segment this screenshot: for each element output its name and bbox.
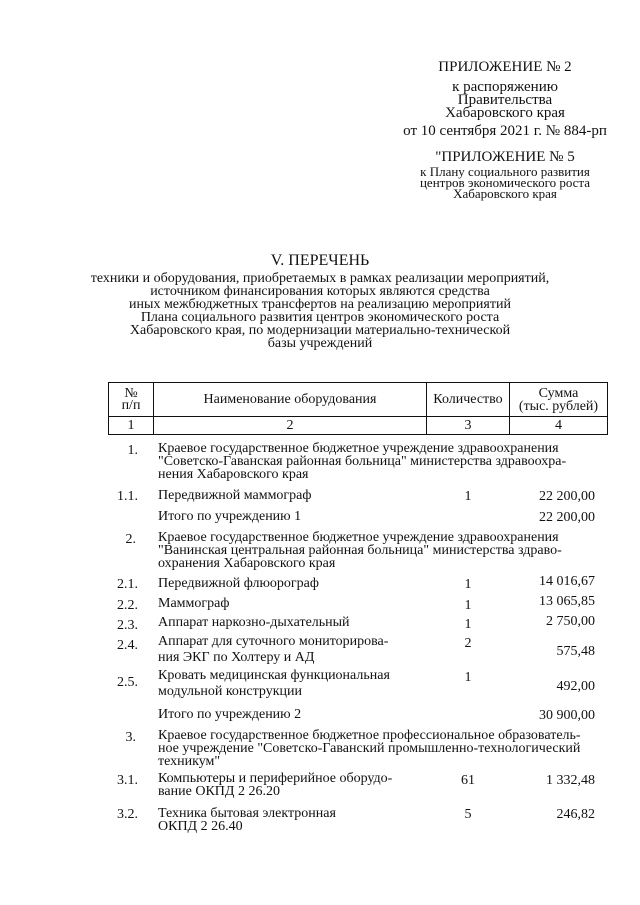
item-qty: 61 xyxy=(461,773,475,788)
section-line-5: Хабаровского края, по модернизации материально-технической xyxy=(129,323,511,338)
item-name: модульной конструкции xyxy=(158,684,302,699)
org-name-line: Краевое государственное бюджетное учреждение здравоохранения xyxy=(158,441,559,456)
item-sum: 14 016,67 xyxy=(539,574,595,589)
section-title: V. ПЕРЕЧЕНЬ xyxy=(270,252,370,269)
col-num-l1: № xyxy=(124,385,138,401)
item-name: ния ЭКГ по Холтеру и АД xyxy=(158,650,315,665)
item-sum: 492,00 xyxy=(556,679,595,694)
org-name-line: ное учреждение "Советско-Гаванский промышленно-технологический xyxy=(158,741,581,756)
col-index-2: 2 xyxy=(154,417,427,435)
org-name-line: Краевое государственное бюджетное учреждение здравоохранения xyxy=(158,530,559,545)
item-name: Кровать медицинская функциональная xyxy=(158,668,390,683)
total-label: Итого по учреждению 2 xyxy=(158,707,302,722)
total-sum: 30 900,00 xyxy=(539,708,595,723)
item-sum: 1 332,48 xyxy=(546,773,595,788)
col-index-1: 1 xyxy=(109,417,154,435)
item-qty: 5 xyxy=(464,807,472,822)
col-index-3: 3 xyxy=(427,417,510,435)
org-name-line: охранения Хабаровского края xyxy=(158,556,336,571)
col-index-4: 4 xyxy=(510,417,608,435)
order-ref: к распоряжению xyxy=(452,79,558,95)
section-line-4: Плана социального развития центров экономического роста xyxy=(140,310,500,325)
row-number: 1.1. xyxy=(117,489,138,504)
org-name-line: нения Хабаровского края xyxy=(158,467,309,482)
item-sum: 246,82 xyxy=(556,807,595,822)
item-name: Передвижной маммограф xyxy=(158,488,312,503)
plan-line-1: к Плану социального развития xyxy=(420,164,590,179)
appendix5-title: "ПРИЛОЖЕНИЕ № 5 xyxy=(435,149,575,165)
section-line-2: источником финансирования которых являются средства xyxy=(150,284,490,299)
item-qty: 1 xyxy=(464,577,472,592)
org-name-line: Краевое государственное бюджетное профессиональное образователь- xyxy=(158,728,581,743)
section-line-1: техники и оборудования, приобретаемых в рамках реализации мероприятий, xyxy=(90,271,550,286)
item-qty: 1 xyxy=(464,598,472,613)
col-name-header: Наименование оборудования xyxy=(154,383,427,417)
item-name: Техника бытовая электронная xyxy=(158,806,336,821)
col-num-l2: п/п xyxy=(121,397,141,413)
item-sum: 22 200,00 xyxy=(539,489,595,504)
col-sum-l1: Сумма xyxy=(538,385,579,401)
col-sum-header xyxy=(510,383,608,417)
item-qty: 1 xyxy=(464,489,472,504)
equipment-table-header xyxy=(108,382,608,435)
row-number: 2.3. xyxy=(117,618,138,633)
item-name: Передвижной флюорограф xyxy=(158,576,319,591)
item-qty: 1 xyxy=(464,617,472,632)
item-qty: 1 xyxy=(464,670,472,685)
total-sum: 22 200,00 xyxy=(539,510,595,525)
appendix-title: ПРИЛОЖЕНИЕ № 2 xyxy=(438,59,572,75)
region-ref: Хабаровского края xyxy=(445,105,565,121)
government-ref: Правительства xyxy=(457,92,553,108)
item-sum: 2 750,00 xyxy=(546,614,595,629)
row-number: 2.4. xyxy=(117,638,138,653)
col-sum-l2: (тыс. рублей) xyxy=(518,398,599,414)
row-number: 3. xyxy=(125,730,136,745)
order-date-number: от 10 сентября 2021 г. № 884-рп xyxy=(403,123,607,139)
section-line-3: иных межбюджетных трансфертов на реализацию мероприятий xyxy=(129,297,511,312)
org-name-line: "Ванинская центральная районная больница" министерства здраво- xyxy=(158,543,562,558)
plan-line-2: центров экономического роста xyxy=(419,175,591,190)
row-number: 3.1. xyxy=(117,773,138,788)
col-qty-header: Количество xyxy=(427,383,510,417)
row-number: 1. xyxy=(127,443,138,458)
item-name: Аппарат для суточного мониторирова- xyxy=(158,634,389,649)
item-name: Аппарат наркозно-дыхательный xyxy=(158,615,350,630)
item-sum: 13 065,85 xyxy=(539,594,595,609)
row-number: 2.5. xyxy=(117,675,138,690)
total-label: Итого по учреждению 1 xyxy=(158,509,302,524)
plan-line-3: Хабаровского края xyxy=(453,186,557,201)
row-number: 3.2. xyxy=(117,807,138,822)
section-line-6: базы учреждений xyxy=(267,336,373,351)
row-number: 2.1. xyxy=(117,577,138,592)
item-name: Компьютеры и периферийное оборудо- xyxy=(158,771,393,786)
row-number: 2. xyxy=(125,532,136,547)
org-name-line: "Советско-Гаванская районная больница" министерства здравоохра- xyxy=(158,454,567,469)
col-num-header xyxy=(109,383,154,417)
item-qty: 2 xyxy=(464,636,472,651)
item-name: Маммограф xyxy=(158,596,230,611)
item-sum: 575,48 xyxy=(556,644,595,659)
org-name-line: техникум" xyxy=(158,754,221,769)
row-number: 2.2. xyxy=(117,598,138,613)
item-name: вание ОКПД 2 26.20 xyxy=(158,784,280,799)
item-name: ОКПД 2 26.40 xyxy=(158,819,243,834)
